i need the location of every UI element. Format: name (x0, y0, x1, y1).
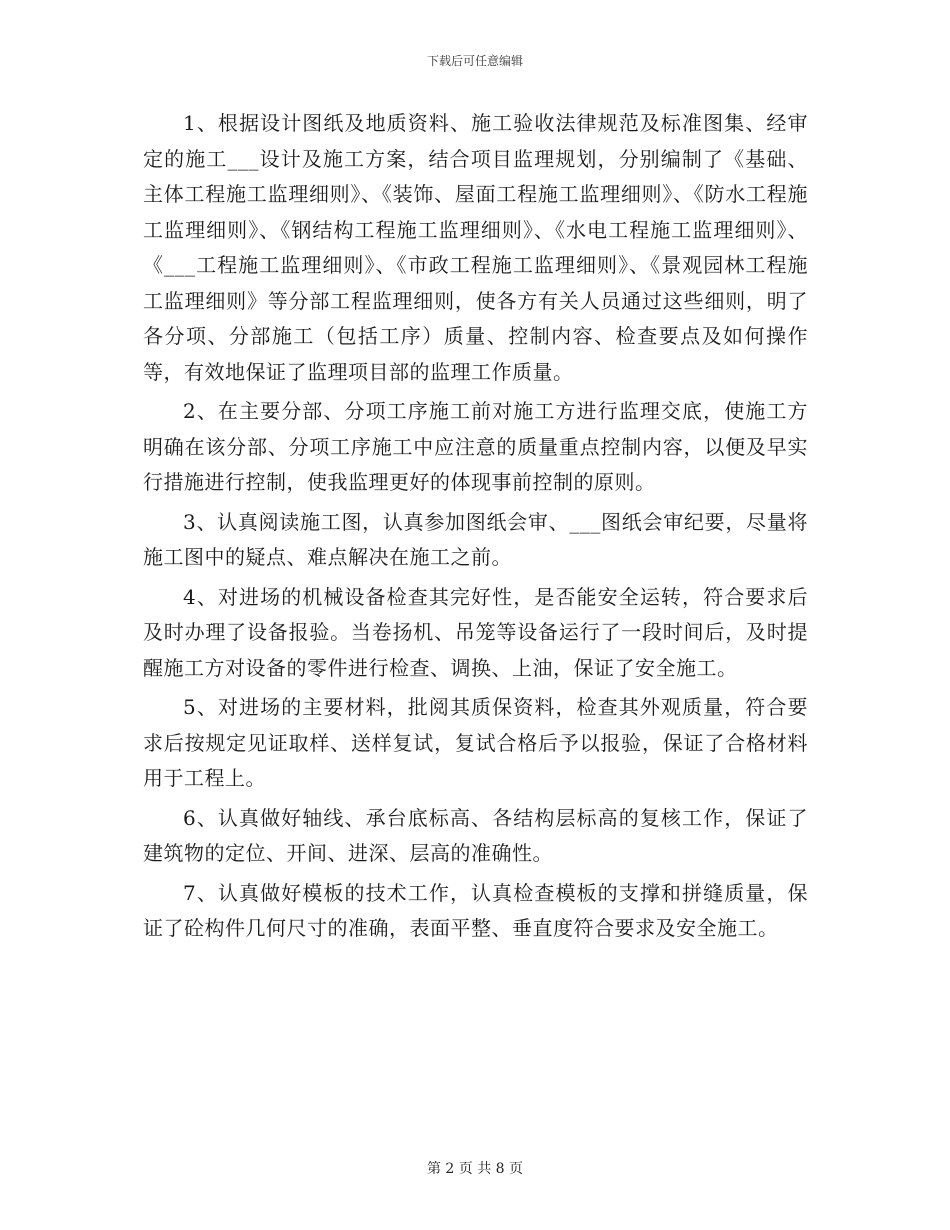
paragraph-4: 4、对进场的机械设备检查其完好性，是否能安全运转，符合要求后及时办理了设备报验。当卷扬机、吊笼等设备运行了一段时间后，及时提醒施工方对设备的零件进行检查、调换、上油，保证了安全施工。 (143, 584, 808, 680)
paragraph-6: 6、认真做好轴线、承台底标高、各结构层标高的复核工作，保证了建筑物的定位、开间、进深、层高的准确性。 (143, 805, 808, 865)
page-header: 下载后可任意编辑 (426, 54, 523, 68)
paragraph-5: 5、对进场的主要材料，批阅其质保资料，检查其外观质量，符合要求后按规定见证取样、送样复试，复试合格后予以报验，保证了合格材料用于工程上。 (143, 695, 808, 790)
paragraph-3: 3、认真阅读施工图，认真参加图纸会审、___图纸会审纪要，尽量将施工图中的疑点、难点解决在施工之前。 (143, 509, 808, 569)
document-body (143, 106, 808, 951)
paragraph-7: 7、认真做好模板的技术工作，认真检查模板的支撑和拼缝质量，保证了砼构件几何尺寸的准确，表面平整、垂直度符合要求及安全施工。 (143, 880, 808, 940)
paragraph-2: 2、在主要分部、分项工序施工前对施工方进行监理交底，使施工方明确在该分部、分项工序施工中应注意的质量重点控制内容，以便及早实行措施进行控制，使我监理更好的体现事前控制的原则。 (143, 399, 808, 494)
page-footer: 第 2 页 共 8 页 (426, 1161, 524, 1177)
paragraph-1: 1、根据设计图纸及地质资料、施工验收法律规范及标准图集、经审定的施工___设计及施工方案，结合项目监理规划，分别编制了《基础、主体工程施工监理细则》、《装饰、屋面工程施工监理细则》、《防水工程施工监理细则》、《钢结构工程施工监理细则》、《水电工程施工监理细则》、《___工程施工监理细则》、《市政工程施工监理细则》、《景观园林工程施工监理细则》等分部工程监理细则，使各方有关人员通过这些细则，明了各分项、分部施工（包括工序）质量、控制内容、检查要点及如何操作等，有效地保证了监理项目部的监理工作质量。 (143, 111, 808, 384)
